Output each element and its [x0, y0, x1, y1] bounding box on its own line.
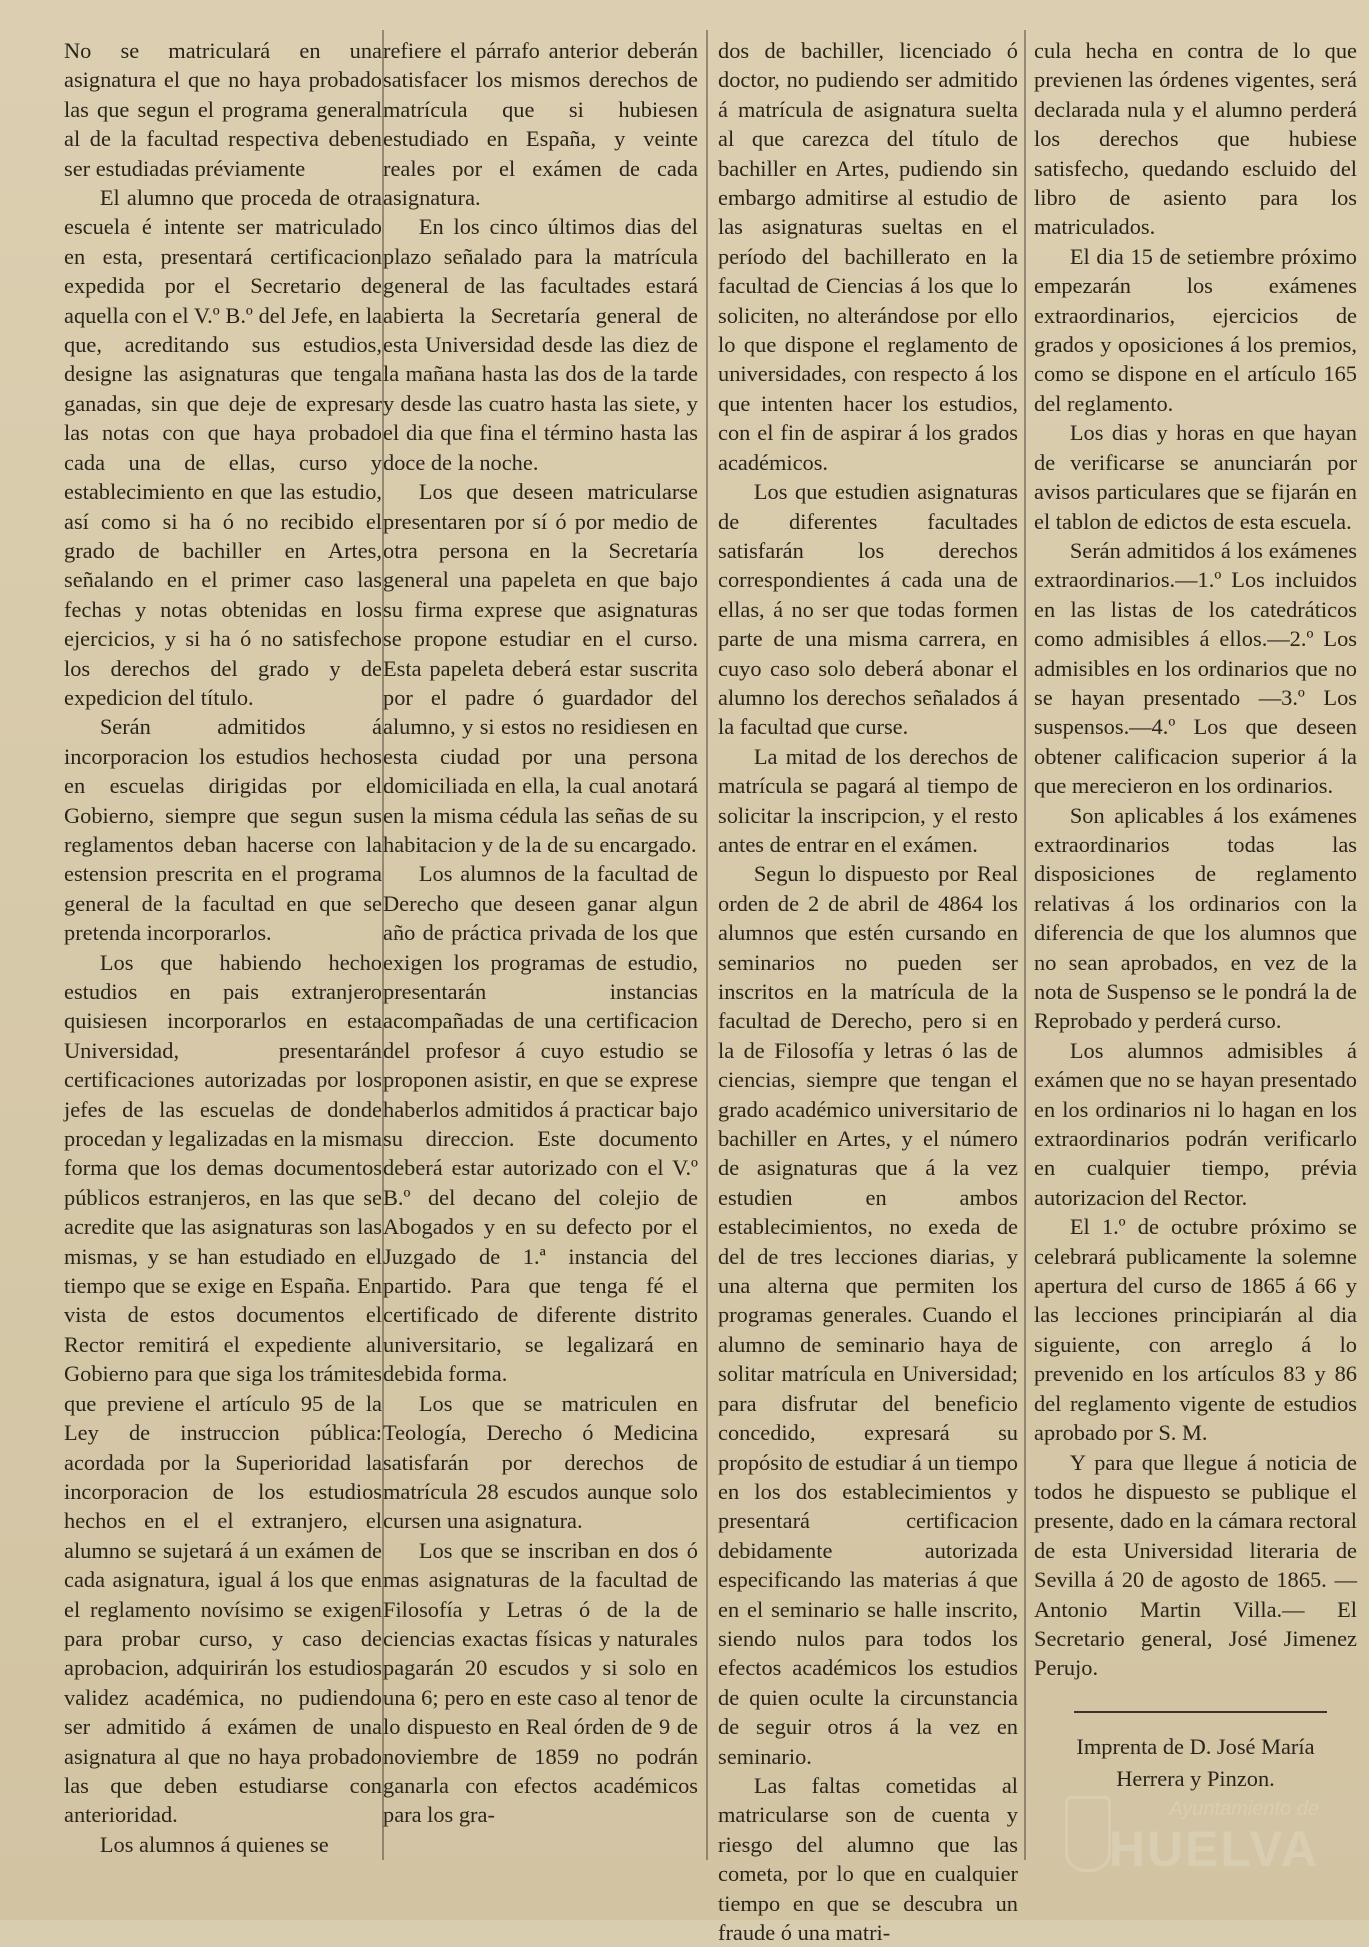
- paragraph: Serán admitidos á incorporacion los estudios hechos en escuelas dirigidas por el Gobierno, siempre que segun sus reglamentos deban hacerse con la estension prescrita en el programa general de la facultad en que se pretenda incorporarlos.: [64, 714, 382, 946]
- paragraph: Los alumnos á quienes se: [99, 1831, 329, 1857]
- paragraph: Los que habiendo hecho estudios en pais extranjero quisiesen incorporarlos en esta Universidad, presentarán certificaciones autorizadas por los jefes de las escuelas de donde procedan y legalizadas en la misma forma que los demas documentos públicos estranjeros, en las que se acredite que las asignaturas son las mismas, y se han estudiado en el tiempo que se exige en España. En vista de estos documentos el Rector remitirá el expediente al Gobierno para que siga los trámites que previene el artículo 95 de la Ley de instruccion pública: acordada por la Superioridad la incorporacion de los estudios hechos en el el extranjero, el alumno se sujetará á un exámen de cada asignatura, igual á los que en el reglamento novísimo se exigen para probar curso, y caso de aprobacion, adquirirán los estudios validez académica, no pudiendo ser admitido á exámen de una asignatura al que no haya probado las que deben estudiarse con anterioridad.: [64, 949, 382, 1828]
- text-column-4: [1034, 36, 1357, 1906]
- paragraph: Y para que llegue á noticia de todos he dispuesto se publique el presente, dado en la cámara rectoral de esta Universidad literaria de Sevilla á 20 de agosto de 1865. —Antonio Martin Villa.— El Secretario general, José Jimenez Perujo.: [1034, 1449, 1357, 1681]
- paragraph: Serán admitidos á los exámenes extraordinarios.—1.º Los incluidos en las listas de los catedráticos como admisibles á ellos.—2.º Los admisibles en los ordinarios que no se hayan presentado —3.º Los suspensos.—4.º Los que deseen obtener calificacion superior á la que merecieron en los ordinarios.: [1034, 537, 1357, 799]
- column-rule: [1024, 30, 1026, 1860]
- paragraph: Los que deseen matricularse presentaren por sí ó por medio de otra persona en la Secretaría general una papeleta en que bajo su firma exprese que asignaturas se propone estudiar en el curso. Esta papeleta deberá estar suscrita por el padre ó guardador del alumno, y si estos no residiesen en esta ciudad por una persona domiciliada en ella, la cual anotará en la misma cédula las señas de su habitacion y de la de su encargado.: [383, 479, 698, 857]
- paragraph: El 1.º de octubre próximo se celebrará publicamente la solemne apertura del curso de 1865 á 66 y las lecciones principiarán al dia siguiente, con arreglo á lo prevenido en los artículos 83 y 86 del reglamento vigente de estudios aprobado por S. M.: [1034, 1214, 1357, 1446]
- paragraph: Los que estudien asignaturas de diferentes facultades satisfarán los derechos correspondientes á cada una de ellas, á no ser que todas formen parte de una misma carrera, en cuyo caso solo deberá abonar el alumno los derechos señalados á la facultad que curse.: [718, 479, 1018, 740]
- paragraph: El alumno que proceda de otra escuela é intente ser matriculado en esta, presentará certificacion expedida por el Secretario de aquella con el V.º B.º del Jefe, en la que, acreditando sus estudios, designe las asignaturas que tenga ganadas, sin que deje de expresar las notas con que haya probado cada una de ellas, curso y establecimiento en que las estudio, así como si ha ó no recibido el grado de bachiller en Artes, señalando en el primer caso las fechas y notas obtenidas en los ejercicios, y si ha ó no satisfecho los derechos del grado y de expedicion del título.: [64, 185, 382, 710]
- paragraph: refiere el párrafo anterior deberán satisfacer los mismos derechos de matrícula que si hubiesen estudiado en España, y veinte reales por el exámen de cada asignatura.: [383, 38, 698, 211]
- paragraph: No se matriculará en una asignatura el que no haya probado las que segun el programa general al de la facultad respectiva deben ser estudiadas préviamente: [64, 38, 382, 181]
- paragraph: dos de bachiller, licenciado ó doctor, no pudiendo ser admitido á matrícula de asignatura suelta al que carezca del título de bachiller en Artes, pudiendo sin embargo admitirse al estudio de las asignaturas sueltas en el período del bachillerato en la facultad de Ciencias á los que lo soliciten, no alterándose por ello lo que dispone el reglamento de universidades, con respecto á los que intenten hacer los estudios, con el fin de aspirar á los grados académicos.: [718, 38, 1018, 475]
- text-column-2: [383, 36, 698, 1906]
- paragraph: Los dias y horas en que hayan de verificarse se anunciarán por avisos particulares que se fijarán en el tablon de edictos de esta escuela.: [1034, 420, 1357, 534]
- watermark-small-text: Ayuntamiento de: [1169, 1798, 1319, 1820]
- paragraph: Los que se inscriban en dos ó mas asignaturas de la facultad de Filosofía y Letras ó de la de ciencias exactas físicas y naturales pagarán 20 escudos y si solo en una 6; pero en este caso al tenor de lo dispuesto en Real órden de 9 de noviembre de 1859 no podrán ganarla con efectos académicos para los gra-: [383, 1537, 698, 1828]
- imprint-line-2: Herrera y Pinzon.: [1116, 1765, 1275, 1791]
- text-column-1: [64, 36, 382, 1906]
- paragraph: Son aplicables á los exámenes extraordinarios todas las disposiciones de reglamento relativas á los ordinarios con la diferencia de que los alumnos que no sean aprobados, en vez de la nota de Suspenso se le pondrá la de Reprobado y perderá curso.: [1034, 802, 1357, 1034]
- crest-icon: [1065, 1796, 1111, 1872]
- paragraph: En los cinco últimos dias del plazo señalado para la matrícula general de las facultades estará abierta la Secretaría general de esta Universidad desde las diez de la mañana hasta las dos de la tarde y desde las cuatro hasta las siete, y el dia que fina el término hasta las doce de la noche.: [383, 214, 698, 475]
- paragraph: Los que se matriculen en Teología, Derecho ó Medicina satisfarán por derechos de matrícula 28 escudos aunque solo cursen una asignatura.: [383, 1390, 698, 1534]
- closing-rule: [1074, 1711, 1327, 1713]
- paragraph: El dia 15 de setiembre próximo empezarán los exámenes extraordinarios, ejercicios de grados y oposiciones á los premios, como se dispone en el artículo 165 del reglamento.: [1034, 243, 1357, 416]
- paragraph: Segun lo dispuesto por Real orden de 2 de abril de 4864 los alumnos que estén cursando en seminarios no pueden ser inscritos en la matrícula de la facultad de Derecho, pero si en la de Filosofía y letras ó las de ciencias, siempre que tengan el grado académico universitario de bachiller en Artes, y el número de asignaturas que á la vez estudien en ambos establecimientos, no exeda de del de tres lecciones diarias, y una alterna que permiten los programas generales. Cuando el alumno de seminario haya de solitar matrícula en Universidad; para disfrutar del beneficio concedido, expresará su propósito de estudiar á un tiempo en los dos establecimientos y presentará certificacion debidamente autorizada especificando las materias á que en el seminario se halle inscrito, siendo nulos para todos los efectos académicos los estudios de quien oculte la circunstancia de seguir otros á la vez en seminario.: [718, 861, 1018, 1769]
- watermark-big-text: HUELVA: [1108, 1821, 1319, 1877]
- archive-watermark: [1099, 1790, 1329, 1880]
- paragraph: Las faltas cometidas al matricularse son de cuenta y riesgo del alumno que las cometa, por lo que en cualquier tiempo en que se descubra un fraude ó una matri-: [718, 1772, 1018, 1945]
- paragraph: Los alumnos admisibles á exámen que no se hayan presentado en los ordinarios ni lo hagan en los extraordinarios podrán verificarlo en cualquier tiempo, prévia autorizacion del Rector.: [1034, 1037, 1357, 1210]
- paragraph: cula hecha en contra de lo que previenen las órdenes vigentes, será declarada nula y el alumno perderá los derechos que hubiese satisfecho, quedando escluido del libro de asiento para los matriculados.: [1034, 38, 1357, 240]
- imprint-line-1: Imprenta de D. José María: [1076, 1733, 1315, 1759]
- paragraph: Los alumnos de la facultad de Derecho que deseen ganar algun año de práctica privada de los que exigen los programas de estudio, presentarán instancias acompañadas de una certificacion del profesor á cuyo estudio se proponen asistir, en que se exprese haberlos admitidos á practicar bajo su direccion. Este documento deberá estar autorizado con el V.º B.º del decano del colejio de Abogados y en su defecto por el Juzgado de 1.ª instancia del partido. Para que tenga fé el certificado de diferente distrito universitario, se legalizará en debida forma.: [383, 861, 698, 1387]
- column-rule: [706, 30, 708, 1860]
- paragraph: La mitad de los derechos de matrícula se pagará al tiempo de solicitar la inscripcion, y el resto antes de entrar en el exámen.: [718, 743, 1018, 857]
- text-column-3: [718, 36, 1018, 1945]
